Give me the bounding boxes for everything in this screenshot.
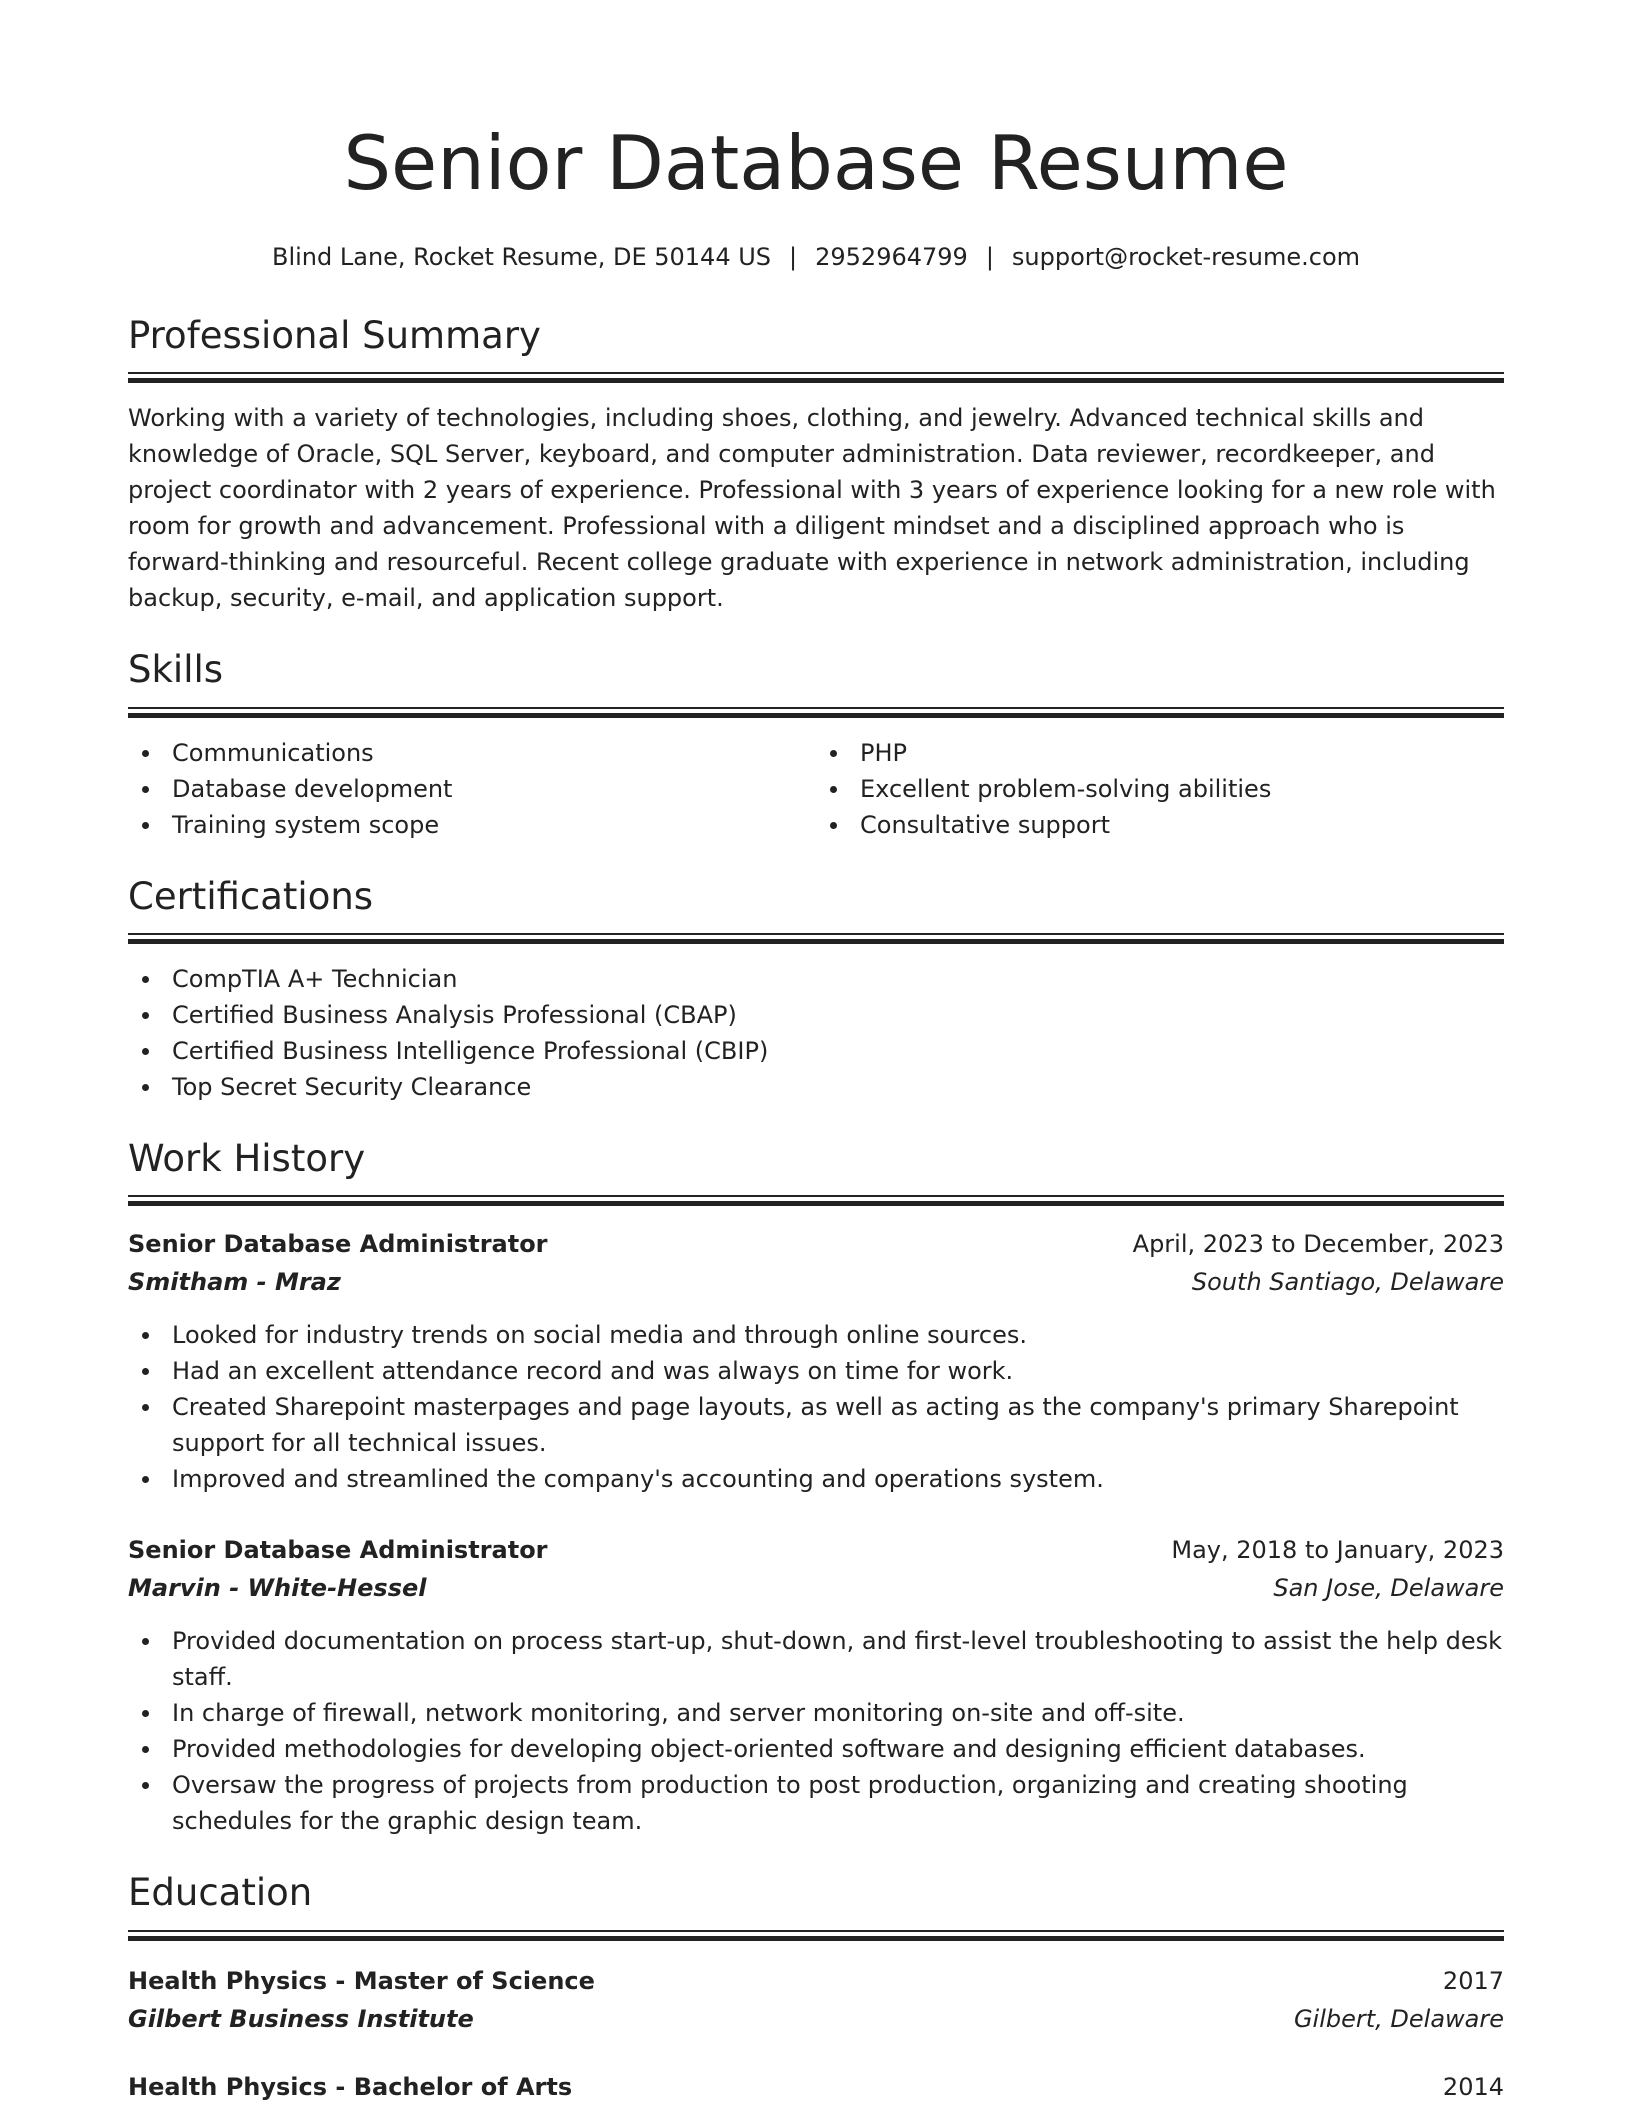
education-location: Gilbert, Delaware bbox=[1293, 2004, 1504, 2033]
section-divider bbox=[128, 1195, 1504, 1205]
contact-phone: 2952964799 bbox=[815, 243, 968, 271]
section-divider bbox=[128, 1930, 1504, 1940]
certification-item: Certified Business Intelligence Professional (CBIP) bbox=[128, 1033, 1504, 1069]
work-history-heading: Work History bbox=[128, 1136, 366, 1180]
contact-separator: | bbox=[789, 243, 798, 271]
certification-item: Certified Business Analysis Professional (CBAP) bbox=[128, 997, 1504, 1033]
job-location: San Jose, Delaware bbox=[1273, 1574, 1504, 1603]
job-dates: May, 2018 to January, 2023 bbox=[1171, 1536, 1504, 1565]
job-duty: Provided documentation on process start-up, shut-down, and first-level troubleshooting to assist the help desk staff. bbox=[128, 1623, 1504, 1695]
job-duties-list bbox=[128, 1623, 1504, 1839]
job-title: Senior Database Administrator bbox=[128, 1230, 548, 1259]
job-duty: Created Sharepoint masterpages and page layouts, as well as acting as the company's primary Sharepoint support for all technical issues. bbox=[128, 1389, 1504, 1461]
skills-grid bbox=[128, 717, 1504, 843]
certifications-list bbox=[128, 961, 1504, 1105]
education-year: 2017 bbox=[1442, 1966, 1504, 1995]
contact-address: Blind Lane, Rocket Resume, DE 50144 US bbox=[271, 243, 772, 271]
skill-item: Communications bbox=[128, 735, 816, 771]
certifications-heading: Certifications bbox=[128, 874, 374, 918]
job-entry bbox=[128, 1531, 1504, 1839]
job-location: South Santiago, Delaware bbox=[1191, 1268, 1504, 1297]
skill-item: Consultative support bbox=[816, 807, 1504, 843]
education-school: Gilbert Business Institute bbox=[128, 2004, 474, 2033]
job-dates: April, 2023 to December, 2023 bbox=[1132, 1230, 1504, 1259]
certification-item: CompTIA A+ Technician bbox=[128, 961, 1504, 997]
education-header-row bbox=[128, 2068, 1504, 2106]
job-duty: Looked for industry trends on social media and through online sources. bbox=[128, 1317, 1504, 1353]
education-section bbox=[128, 1871, 1504, 2105]
education-school-row bbox=[128, 2000, 1504, 2038]
job-duties-list bbox=[128, 1317, 1504, 1497]
job-duty: Oversaw the progress of projects from production to post production, organizing and creating shooting schedules for the graphic design team. bbox=[128, 1767, 1504, 1839]
section-divider bbox=[128, 707, 1504, 717]
contact-email: support@rocket-resume.com bbox=[1011, 243, 1361, 271]
job-duty: Had an excellent attendance record and was always on time for work. bbox=[128, 1353, 1504, 1389]
job-duty: Improved and streamlined the company's accounting and operations system. bbox=[128, 1461, 1504, 1497]
summary-heading: Professional Summary bbox=[128, 313, 541, 357]
skills-list-right bbox=[816, 735, 1504, 843]
section-divider bbox=[128, 933, 1504, 943]
job-company: Smitham - Mraz bbox=[128, 1268, 341, 1297]
skill-item: Training system scope bbox=[128, 807, 816, 843]
job-company-row bbox=[128, 1569, 1504, 1607]
education-year: 2014 bbox=[1442, 2072, 1504, 2101]
contact-separator: | bbox=[985, 243, 994, 271]
summary-text: Working with a variety of technologies, including shoes, clothing, and jewelry. Advanced technical skills and knowledge of Oracle, SQL Server, keyboard, and computer administration. Data reviewer, recordkeeper, and project coordinator with 2 years of experience. Professional with 3 years of experience looking for a new role with room for growth and advancement. Professional with a diligent mindset and a disciplined approach who is forward-thinking and resourceful. Recent college graduate with experience in network administration, including backup, security, e-mail, and application support. bbox=[128, 404, 1496, 613]
job-header-row bbox=[128, 1225, 1504, 1263]
section-divider bbox=[128, 372, 1504, 382]
skills-list-left bbox=[128, 735, 816, 843]
job-duty: Provided methodologies for developing object-oriented software and designing efficient databases. bbox=[128, 1731, 1504, 1767]
certification-item: Top Secret Security Clearance bbox=[128, 1069, 1504, 1105]
job-company-row bbox=[128, 1263, 1504, 1301]
skill-item: PHP bbox=[816, 735, 1504, 771]
skill-item: Database development bbox=[128, 771, 816, 807]
work-history-section bbox=[128, 1137, 1504, 1839]
education-degree: Health Physics - Master of Science bbox=[128, 1966, 595, 1995]
skill-item: Excellent problem-solving abilities bbox=[816, 771, 1504, 807]
job-header-row bbox=[128, 1531, 1504, 1569]
skills-heading: Skills bbox=[128, 648, 224, 692]
education-entry bbox=[128, 2068, 1504, 2106]
resume-title: Senior Database Resume bbox=[343, 119, 1289, 207]
contact-line bbox=[128, 243, 1504, 272]
education-degree: Health Physics - Bachelor of Arts bbox=[128, 2072, 573, 2101]
education-header-row bbox=[128, 1962, 1504, 2000]
job-title: Senior Database Administrator bbox=[128, 1536, 548, 1565]
job-duty: In charge of firewall, network monitoring, and server monitoring on-site and off-site. bbox=[128, 1695, 1504, 1731]
job-entry bbox=[128, 1225, 1504, 1497]
education-heading: Education bbox=[128, 1871, 313, 1915]
skills-section bbox=[128, 648, 1504, 842]
education-entry bbox=[128, 1962, 1504, 2038]
certifications-section bbox=[128, 875, 1504, 1105]
job-company: Marvin - White-Hessel bbox=[128, 1574, 427, 1603]
summary-section bbox=[128, 314, 1504, 616]
